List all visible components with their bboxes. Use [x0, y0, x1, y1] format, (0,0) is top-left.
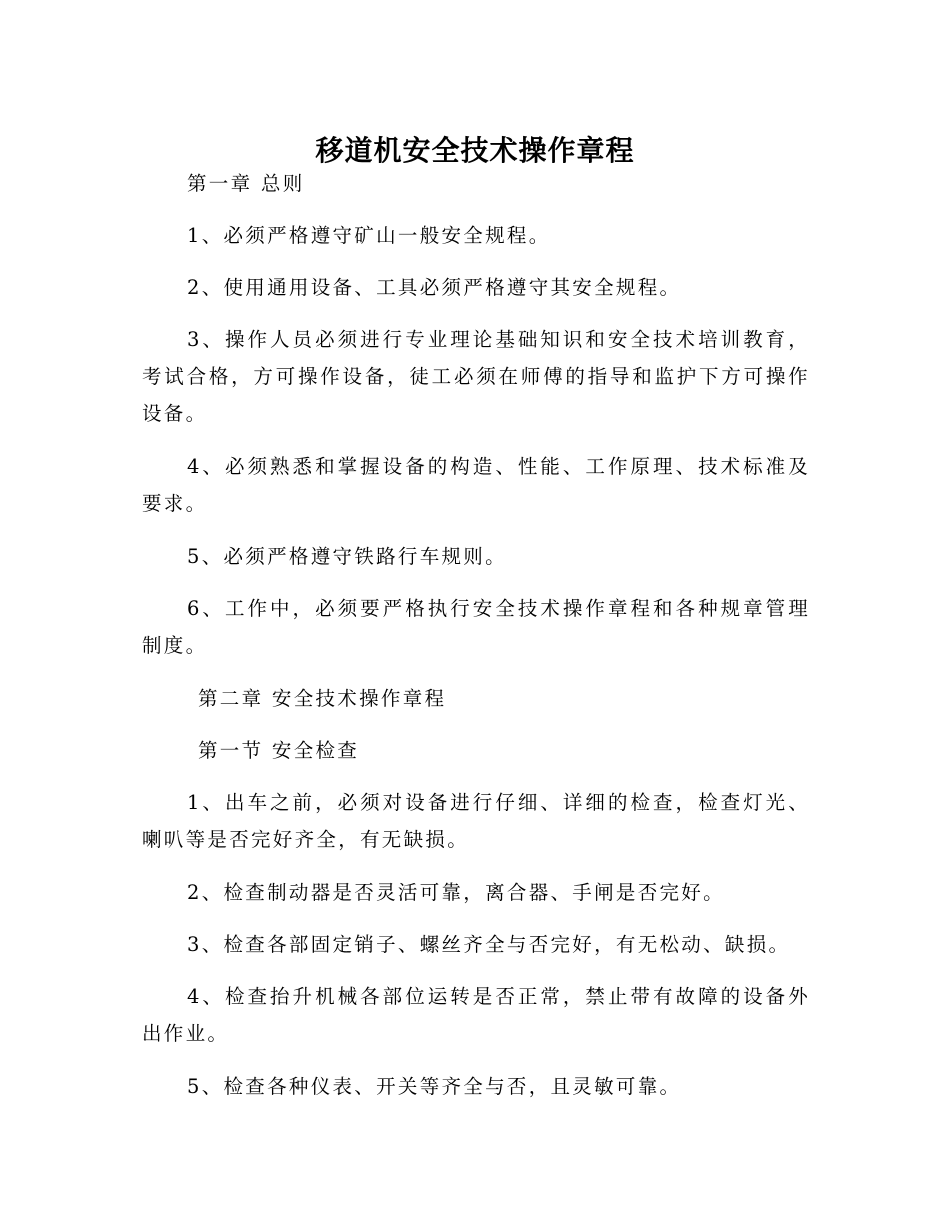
chapter-2-heading: 第二章 安全技术操作章程: [198, 687, 447, 710]
chapter-1-item-1: 1、必须严格遵守矿山一般安全规程。: [187, 224, 551, 247]
section-1-heading: 第一节 安全检查: [198, 739, 360, 762]
chapter-1-item-6: 6、工作中，必须要严格执行安全技术操作章程和各种规章管理制度。: [142, 597, 810, 657]
section-1-item-5: 5、检查各种仪表、开关等齐全与否，且灵敏可靠。: [187, 1075, 682, 1098]
chapter-1-item-2: 2、使用通用设备、工具必须严格遵守其安全规程。: [187, 276, 682, 299]
chapter-1-heading: 第一章 总则: [187, 172, 305, 195]
chapter-1-item-4: 4、必须熟悉和掌握设备的构造、性能、工作原理、技术标准及要求。: [142, 455, 810, 515]
document-title: 移道机安全技术操作章程: [315, 133, 635, 167]
section-1-item-2: 2、检查制动器是否灵活可靠，离合器、手闸是否完好。: [187, 881, 725, 904]
section-1-item-1: 1、出车之前，必须对设备进行仔细、详细的检查，检查灯光、喇叭等是否完好齐全，有无缺损。: [142, 791, 810, 851]
section-1-item-3: 3、检查各部固定销子、螺丝齐全与否完好，有无松动、缺损。: [187, 933, 791, 956]
section-1-item-4: 4、检查抬升机械各部位运转是否正常，禁止带有故障的设备外出作业。: [142, 985, 810, 1045]
chapter-1-item-5: 5、必须严格遵守铁路行车规则。: [187, 545, 507, 568]
chapter-1-item-3: 3、操作人员必须进行专业理论基础知识和安全技术培训教育，考试合格，方可操作设备，徒工必须在师傅的指导和监护下方可操作设备。: [142, 328, 810, 425]
